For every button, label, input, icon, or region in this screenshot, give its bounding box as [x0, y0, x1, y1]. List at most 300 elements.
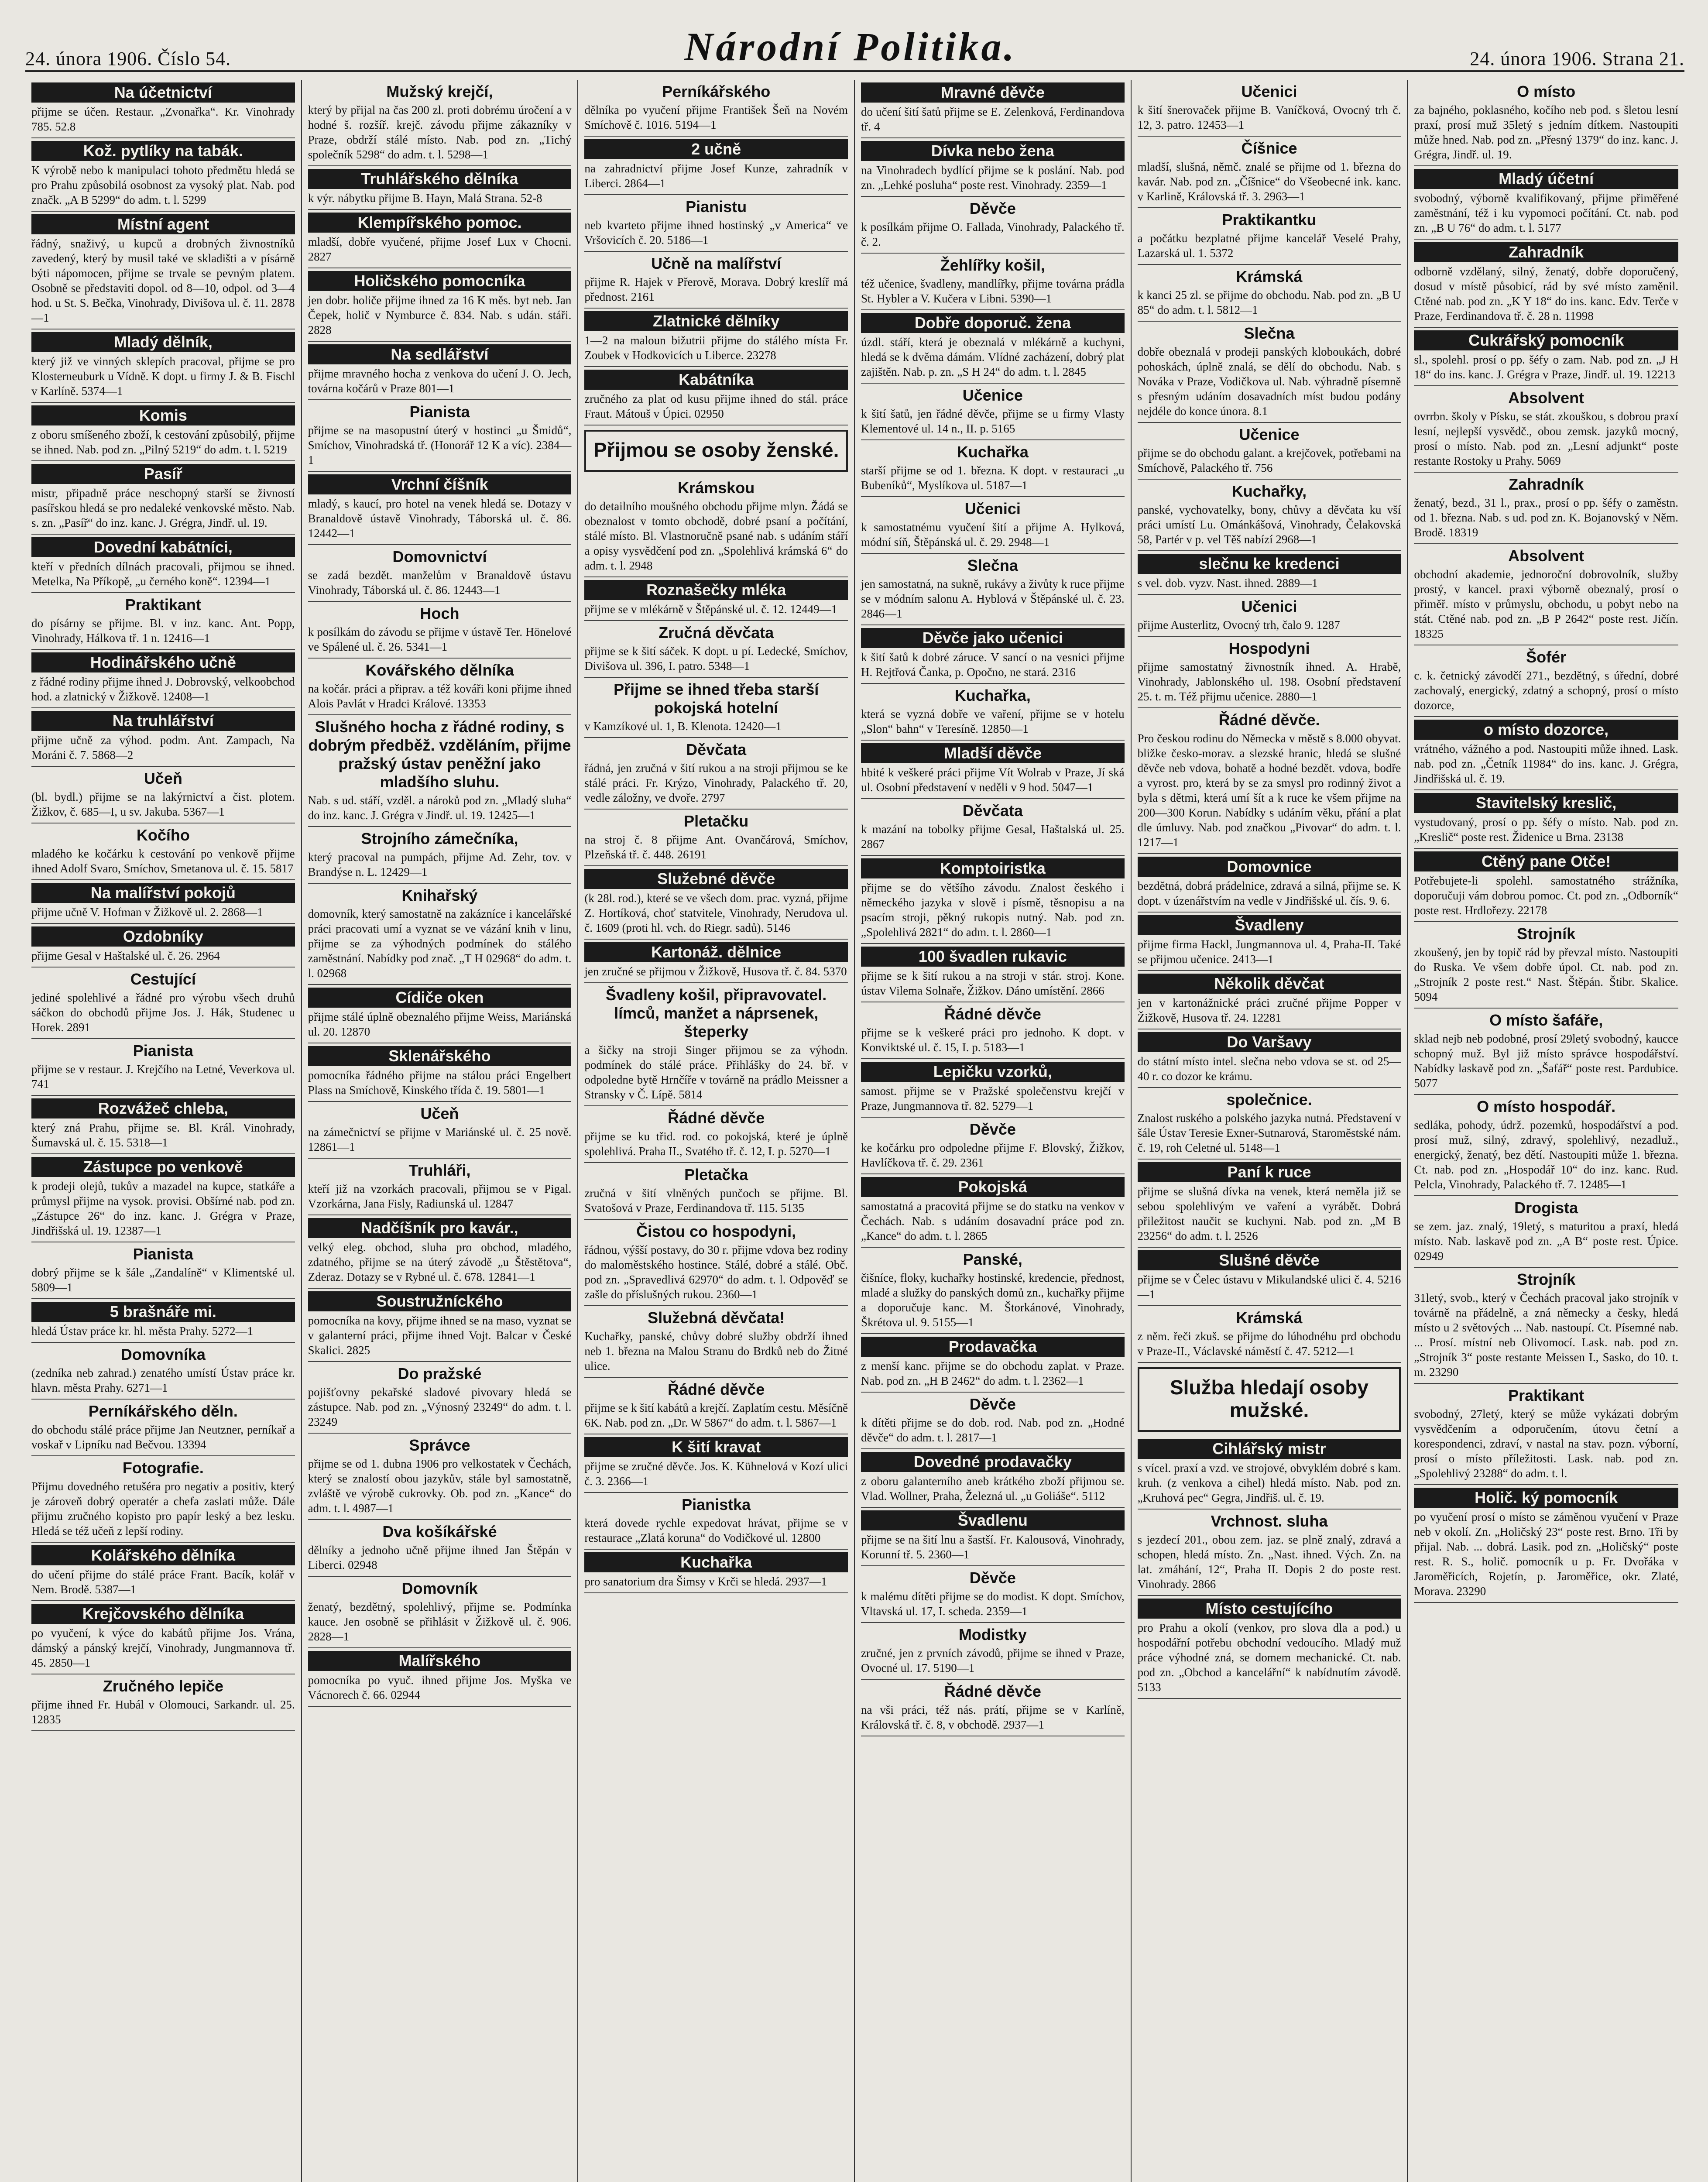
ad-text: k prodeji olejů, tukův a mazadel na kupce, statkáře a průmysl přijme na vysok. provisi. Obšírné nab. pod zn. „Zástupce 26“ do inz. kanc. J. Grégra v Praze, Jindřišská ul. 19. 12387—1: [31, 1180, 295, 1237]
ad-text: hledá Ústav práce kr. hl. města Prahy. 5272—1: [31, 1324, 254, 1338]
classified-ad: [1414, 473, 1678, 544]
ad-heading: 5 brašnáře mi.: [31, 1302, 295, 1322]
classified-ad: [31, 823, 295, 880]
ad-text: přijme se na šití lnu a šastší. Fr. Kalousová, Vinohrady, Korunní tř. 5. 2360—1: [861, 1533, 1125, 1561]
classified-ad: [861, 310, 1125, 384]
classified-ad: [584, 678, 848, 738]
classified-ad: [308, 80, 572, 166]
ad-text: domovník, který samostatně na zakázníce i kancelářské práci pracovati umí a vyznat se ve vázání knih v linu, přijme se za výhodných podmínek do stálého zaměstnání. Nabídky pod znač. „T H 02968“ do adm. t. l. 02968: [308, 907, 572, 980]
classified-ad: [1138, 137, 1401, 208]
ad-text: pro sanatorium dra Šimsy v Krči se hledá. 2937—1: [584, 1575, 827, 1588]
ad-text: kteří v předních dílnách pracovali, přijmou se ihned. Metelka, Na Příkopě, „u černého koně“. 12394—1: [31, 560, 295, 588]
ad-text: do písárny se přijme. Bl. v inz. kanc. Ant. Popp, Vinohrady, Hálkova tř. 1 n. 12416—1: [31, 617, 295, 645]
ad-heading: Strojního zámečníka,: [361, 830, 518, 847]
classified-ad: [31, 1096, 295, 1154]
ad-text: Přijmu dovedného retušéra pro negativ a positiv, který je zároveň dobrý operatér a chefa zaslati může. Dále přijmu zručného kopisto pro papír leský a bez lesku. Hledá se též učeň z lepší rodiny.: [31, 1480, 295, 1537]
ad-heading: Pianista: [409, 403, 470, 421]
ad-heading: Pianistka: [682, 1496, 751, 1513]
ad-text: který již ve vinných sklepích pracoval, přijme se pro Klosterneuburk u Vídně. K dopt. u firmy J. & B. Fischl v Karlíně. 5374—1: [31, 355, 295, 398]
classified-ad: [1138, 80, 1401, 137]
classified-ad: [584, 738, 848, 810]
ad-heading: Učně na malířství: [651, 254, 782, 272]
ad-heading: Dobře doporuč. žena: [861, 313, 1125, 333]
classified-ad: [861, 254, 1125, 310]
ad-heading: Zástupce po venkově: [31, 1157, 295, 1177]
column-6: [1408, 80, 1684, 2182]
classified-ad: [1138, 854, 1401, 913]
ad-heading: Pianista: [133, 1042, 193, 1060]
classified-ad: [1138, 322, 1401, 423]
ad-text: přijme mravného hocha z venkova do učení J. O. Jech, továrna kočárů v Praze 801—1: [308, 367, 572, 395]
ad-heading: Řádné děvče: [668, 1380, 765, 1398]
ad-heading: Děvčata: [686, 741, 747, 758]
ad-text: přijme se ku třid. rod. co pokojská, které je úplně spolehlivá. Praha II., Svatého tř. č. 12, I. p. 5270—1: [584, 1130, 848, 1158]
ad-text: sedláka, pohody, údrž. pozemků, hospodářství a pod. prosí muž, silný, zdravý, spolehlivý, nezadluž., energický, ženatý, bez dětí. Nastoupiti může 1. března. Ct. nab. pod zn. „Hospodář 10“ do inz. kanc. Rud. Pelcla, Vinohrady, Palackého tř. 7. 12485—1: [1414, 1118, 1678, 1191]
ad-text: řádnou, výšší postavy, do 30 r. přijme vdova bez rodiny do maloměstského hostince. Stálé, dobré a stálé. Obč. pod zn. „Spravedlivá 62970“ do adm. t. l. Odpověď se zašle do příslušných rukou. 2360—1: [584, 1243, 848, 1301]
ad-heading: Řádné děvče: [944, 1005, 1041, 1023]
issue-date-right: 24. února 1906. Strana 21.: [1470, 48, 1684, 69]
ad-heading: Cídiče oken: [308, 988, 572, 1008]
ad-text: neb kvarteto přijme ihned hostinský „v America“ ve Vršovicích č. 20. 5186—1: [584, 219, 848, 247]
ad-text: ženatý, bezd., 31 l., prax., prosí o pp. šéfy o zaměstn. od 1. března. Nab. s ud. pod zn. K. Bojanovský v Něm. Brodě. 18319: [1414, 496, 1678, 539]
ad-heading: Čistou co hospodyni,: [636, 1222, 796, 1240]
classified-ad: [1138, 265, 1401, 322]
ad-heading: Mravné děvče: [861, 82, 1125, 103]
ad-text: přijme samostatný živnostník ihned. A. Hrabě, Vinohrady, Jablonského ul. 198. Osobní představení 25. t. m. Též přijmu učenice. 2880—1: [1137, 660, 1401, 703]
ad-heading: Na malířství pokojů: [31, 883, 295, 903]
ad-heading: Pianista: [133, 1245, 193, 1263]
ad-heading: Zručného lepiče: [103, 1677, 223, 1695]
ad-heading: O místo šafáře,: [1489, 1011, 1603, 1029]
ad-text: po vyučení, k výce do kabátů přijme Jos. Vrána, dámský a pánský krejčí, Vinohrady, Jungmannova tř. 45. 2850—1: [31, 1626, 295, 1669]
classified-ad: [31, 403, 295, 461]
ad-text: úzdl. stáří, která je obeznalá v mlékárně a kuchyni, hledá se k dvěma dámám. Vlídné zacházení, dobrý plat zajištěn. Nab. p. zn. „S H 24“ do adm. t. l. 2845: [861, 336, 1125, 378]
classified-ad: [1414, 166, 1678, 240]
classified-ad: [31, 1343, 295, 1400]
ad-text: k samostatnému vyučení šití a přijme A. Hylková, módní síň, Štěpánská ul. č. 29. 2948—1: [861, 521, 1125, 549]
ad-text: dobrý přijme se k šále „Zandalíně“ v Klimentské ul. 5809—1: [31, 1266, 295, 1294]
classified-ad: [584, 1378, 848, 1434]
ad-text: starší přijme se od 1. března. K dopt. v restauraci „u Bubeníků“, Myslíkova ul. 5187—1: [861, 464, 1125, 492]
ad-text: do detailního moušného obchodu přijme mlyn. Žádá se obeznalost v tomto obchodě, dobré psaní a počítání, stálé místo. Bl. Vlastnoručně psané nab. s udáním stáří a opisy vysvědčení pod zn. „Spolehlivá krámská 6“ do adm. t. l. 2948: [584, 500, 848, 572]
ad-text: z oboru galanterního aneb krátkého zboží přijmou se. Vlad. Wollner, Praha, Železná ul. „u Goliáše“. 5112: [861, 1475, 1125, 1503]
ad-text: po vyučení prosí o místo se záměnou vyučení v Praze neb v okolí. Zn. „Holičský 23“ poste rest. Brno. Tři by přijal. Nab. ... dobrá. Lasik. pod zn. „Holičský“ poste rest. R. S., holič. pomocník u p. Fr. Dvořáka v Jaroměřicích, Rojetín, p. Jaroměřice, okr. Zlaté, Morava. 23290: [1414, 1510, 1678, 1598]
classified-ad: [1138, 1160, 1401, 1248]
ad-heading: Vrchní číšník: [308, 474, 572, 494]
ad-heading: Roznašečky mléka: [584, 580, 848, 600]
classified-ad: [1138, 971, 1401, 1029]
issue-date-left: 24. února 1906. Číslo 54.: [25, 48, 231, 69]
ad-heading: Krejčovského dělníka: [31, 1604, 295, 1624]
classified-ad: [861, 1393, 1125, 1449]
ad-heading: Ctěný pane Otče!: [1414, 851, 1678, 871]
ad-text: ženatý, bezdětný, spolehlivý, přijme se. Podmínka kauce. Jen osobně se přihlásit v Žižkově ul. č. 906. 2828—1: [308, 1600, 572, 1643]
ad-heading: Učenici: [964, 500, 1021, 518]
classified-ad: [584, 1163, 848, 1220]
classified-ad: [584, 810, 848, 866]
ad-heading: Řádné děvče: [944, 1682, 1041, 1700]
section-heading-box: [584, 430, 848, 472]
ad-heading: Truhlářského dělníka: [308, 169, 572, 189]
classified-ad: [1414, 1196, 1678, 1268]
column-1: [25, 80, 302, 2182]
column-5: [1132, 80, 1408, 2182]
classified-ad: [584, 1493, 848, 1550]
ad-text: mladší, slušná, němč. znalé se přijme od 1. března do kavár. Nab. pod zn. „Číšnice“ do Všeobecné ink. kanc. v Karlině, Královská tř. 3. 2963—1: [1137, 160, 1401, 203]
ad-heading: Holičského pomocníka: [308, 271, 572, 291]
classified-ad: [861, 856, 1125, 944]
ad-text: Pro českou rodinu do Německa v městě s 8.000 obyvat. bližke česko-morav. a slezské hranic, hledá se slušné děvče neb vdova, bohatě a hodné bezdět. vdova, bodře a vyrost. pro, která by se za smysl pro rodinný život a byla s dětmi, která umí šít a k ruce ke všem přijme na 200—300 Korun. Nabídky s udáním věku, přání a plat dle úmluvy. Nab. pod značkou „Pivovar“ do adm. t. l. 1217—1: [1137, 732, 1401, 849]
ad-heading: Pokojská: [861, 1177, 1125, 1197]
ad-text: na zahradnictví přijme Josef Kunze, zahradník v Liberci. 2864—1: [584, 162, 848, 190]
ad-text: přijme učně za výhod. podm. Ant. Zampach, Na Moráni č. 7. 5868—2: [31, 734, 295, 762]
ad-heading: Přijme se ihned třeba starší pokojská hotelní: [614, 680, 819, 717]
ad-heading: Místní agent: [31, 214, 295, 234]
ad-heading: Klempířského pomoc.: [308, 213, 572, 233]
ad-text: pro Prahu a okolí (venkov, pro slova dla a pod.) u hospodářní potřebu obchodní vedoucího. Mladý muž práce výhodné zná, se domem mechanické. Ct. nab. pod zn. „Obchod a kancelářní“ k nabídnutím závodě. 5133: [1137, 1621, 1401, 1694]
ad-heading: Praktikant: [1508, 1386, 1585, 1404]
classified-ad: [1138, 1436, 1401, 1510]
ad-text: Potřebujete-li spolehl. samostatného strážníka, doporučuji vám dobrou pomoc. Ct. pod zn. „Odborník“ poste rest. Hrdlořezy. 22178: [1414, 874, 1678, 917]
ad-heading: Zlatnické dělníky: [584, 311, 848, 331]
ad-heading: Praktikant: [125, 596, 201, 614]
ad-heading: Rozvážeč chleba,: [31, 1098, 295, 1118]
ad-heading: Služba hledají osoby mužské.: [1170, 1376, 1368, 1421]
classified-ad: [308, 715, 572, 827]
ad-text: řádná, jen zručná v šití rukou a na stroji přijmou se ke stálé práci. Fr. Krýzo, Vinohrady, Palackého tř. 20, vedle záložny, ve dvoře. 2797: [584, 762, 848, 804]
ad-heading: Krámská: [1236, 268, 1303, 285]
ad-heading: Perníkářského: [662, 82, 771, 100]
ad-heading: Cukrářský pomocník: [1414, 330, 1678, 350]
classified-ad: [861, 799, 1125, 856]
classified-ad: [31, 650, 295, 708]
classified-ad: [584, 940, 848, 983]
classified-ad: [1138, 1510, 1401, 1596]
classified-ad: [1138, 1596, 1401, 1699]
classified-ad: [861, 384, 1125, 440]
ad-text: (k 28l. rod.), které se ve všech dom. prac. vyzná, přijme Z. Hortíková, choť statvitele, Vinohrady, Nerudova ul. č. 1609 (proti hl. vch. do Riegr. sadů). 5146: [584, 892, 848, 934]
ad-heading: Kuchařka: [584, 1552, 848, 1572]
ad-text: mladého ke kočárku k cestování po venkově přijme ihned Adolf Svaro, Smíchov, Smetanova ul. č. 15. 5817: [31, 847, 295, 875]
classified-ad: [861, 1059, 1125, 1118]
classified-ad: [1414, 1009, 1678, 1095]
ad-text: jen v kartonážnické práci zručné přijme Popper v Žižkově, Husova tř. 24. 12281: [1137, 996, 1401, 1024]
classified-ad: [584, 1550, 848, 1593]
ad-heading: Místo cestujícího: [1138, 1599, 1401, 1619]
classified-ad: [584, 195, 848, 252]
ad-heading: Žehlířky košil,: [940, 256, 1045, 274]
ad-text: k mazání na tobolky přijme Gesal, Haštalská ul. 25. 2867: [861, 823, 1125, 851]
ad-text: přijme stálé úplně obeznalého přijme Weiss, Mariánská ul. 20. 12870: [308, 1010, 572, 1038]
ad-heading: Mužský krejčí,: [386, 82, 493, 100]
ad-text: do učení přijme do stálé práce Frant. Bacík, kolář v Nem. Brodě. 5387—1: [31, 1568, 295, 1596]
ad-heading: Děvče: [969, 1120, 1016, 1138]
classified-ad: [31, 1601, 295, 1674]
ad-text: dobře obeznalá v prodeji panských kloboukách, dobré pohoskách, úplně znalá, se dělí do obchodu. Nab. s Nováka v Praze, Vodičkova ul. Nab. výhradně písemně s přesným udáním dosavadních míst budou podány nejdéle do konce února. 8.1: [1137, 345, 1401, 418]
ad-text: Kuchařky, panské, chůvy dobré služby obdrží ihned neb 1. března na Malou Stranu do Brdků neb do Žitné ulice.: [584, 1330, 848, 1372]
classified-ad: [31, 1543, 295, 1601]
ad-text: kteří již na vzorkách pracovali, přijmou se v Pigal. Vzorkárna, Jana Fisly, Radiunská ul. 12847: [308, 1182, 572, 1210]
ad-text: přijme se účen. Restaur. „Zvonařka“. Kr. Vinohrady 785. 52.8: [31, 105, 295, 133]
ad-heading: Do pražské: [398, 1365, 482, 1383]
ad-text: která se vyzná dobře ve vaření, přijme se v hotelu „Slon“ bahn“ v Teresíně. 12850—1: [861, 707, 1125, 735]
ad-text: (bl. bydl.) přijme se na lakýrnictví a čist. plotem. Žižkov, č. 685—I, u sv. Jakuba. 5367—1: [31, 790, 295, 818]
classified-ad: [308, 400, 572, 472]
ad-heading: Truhláři,: [408, 1161, 471, 1179]
ad-text: z menší kanc. přijme se do obchodu zaplat. v Praze. Nab. pod zn. „H B 2462“ do adm. t. l. 2362—1: [861, 1359, 1125, 1387]
ad-heading: Modistky: [958, 1626, 1027, 1643]
ad-text: do obchodu stálé práce přijme Jan Neutzner, perníkař a voskař v Lipníku nad Bečvou. 13394: [31, 1423, 295, 1451]
ad-text: přijme se od 1. dubna 1906 pro velkostatek v Čechách, který se znalostí obou jazykův, stále byl samostatně, zvláště ve výrobě cukrovky. Ob. pod zn. „Kance“ do adm. t. l. 4987—1: [308, 1457, 572, 1515]
classified-ad: [861, 1002, 1125, 1059]
ad-text: k dítěti přijme se do dob. rod. Nab. pod zn. „Hodné děvče“ do adm. t. l. 2817—1: [861, 1416, 1125, 1444]
column-4: [855, 80, 1132, 2182]
classified-ad: [1414, 1384, 1678, 1485]
classified-ad: [1138, 208, 1401, 265]
classified-ad: [308, 545, 572, 602]
ad-heading: Mladší děvče: [861, 743, 1125, 763]
ad-heading: o místo dozorce,: [1414, 720, 1678, 740]
classified-ad: [1414, 386, 1678, 473]
ad-heading: Domovník: [401, 1579, 478, 1597]
ad-text: s vel. dob. vyzv. Nast. ihned. 2889—1: [1137, 576, 1318, 590]
ad-text: jen dobr. holiče přijme ihned za 16 K měs. byt neb. Jan Čepek, holič v Nymburce č. 834. Nab. s udán. stáři. 2828: [308, 294, 572, 336]
ad-heading: Děvče: [969, 1395, 1016, 1413]
ad-heading: K šití kravat: [584, 1437, 848, 1457]
ad-text: panské, vychovatelky, bony, chůvy a děvčata ku vší práci umístí Lu. Ománkášová, Vinohrady, Čelakovská 58, Partér v p. vel Těš nabízí 2968—1: [1137, 503, 1401, 546]
ad-heading: Učenici: [1241, 82, 1297, 100]
ad-text: přijme se k veškeré práci pro jednoho. K dopt. v Konviktské ul. č. 15, I. p. 5183—1: [861, 1026, 1125, 1054]
ad-heading: Kuchařka,: [954, 686, 1031, 704]
ad-heading: Děvče: [969, 199, 1016, 217]
ad-text: jen samostatná, na sukně, rukávy a živůty k ruce přijme se v módním salonu A. Hyblová v Štěpánské ul. č. 23. 2846—1: [861, 577, 1125, 620]
ad-text: z něm. řeči zkuš. se přijme do lúhodnéhu prd obchodu v Praze-II., Václavské náměstí č. 47. 5212—1: [1137, 1330, 1401, 1358]
ad-text: Nab. s ud. stáří, vzděl. a nároků pod zn. „Mladý sluha“ do inz. kanc. J. Grégra v Jindř. ul. 19. 12425—1: [308, 794, 572, 822]
ad-text: svobodný, výborně kvalifikovaný, přijme přiměřené zaměstnání, též i ku vypomoci počítání. Ct. nab. pod zn. „B U 76“ do adm. t. l. 5177: [1414, 192, 1678, 234]
ad-text: k šití šnerovaček přijme B. Vaníčková, Ovocný trh č. 12, 3. patro. 12453—1: [1137, 103, 1401, 131]
ad-heading: Děvče jako učenici: [861, 628, 1125, 648]
classified-ad: [1414, 790, 1678, 849]
classified-ad: [861, 1174, 1125, 1248]
classified-ad: [308, 602, 572, 659]
ad-heading: Šofér: [1526, 648, 1567, 666]
ad-text: K výrobě nebo k manipulaci tohoto předmětu hledá se pro Prahu způsobilá osobnost za vysoký plat. Nab. pod značk. „A B 5299“ do adm. t. l. 5299: [31, 164, 295, 206]
classified-ad: [861, 1566, 1125, 1623]
ad-text: na stroj č. 8 přijme Ant. Ovančárová, Smíchov, Plzeňská tř. č. 448. 26191: [584, 833, 848, 861]
ad-heading: Malířského: [308, 1651, 572, 1671]
ad-text: přijme firma Hackl, Jungmannova ul. 4, Praha-II. Také se přijmou učenice. 2413—1: [1137, 938, 1401, 966]
classified-ad: [861, 497, 1125, 554]
ad-heading: 2 učně: [584, 139, 848, 159]
ad-text: pomocníka na kovy, přijme ihned se na maso, vyznat se v galanterní práci, přijme ihned Vojt. Balcar v České Skalici. 2825: [308, 1314, 572, 1357]
ad-text: mistr, připadně práce neschopný starší se živností pasířskou hledá se pro nedaleké venkovské město. Nab. s. zn. „Pasíř“ do inz. kanc. J. Grégra, Jindř. ul. 19.: [31, 487, 295, 529]
ad-heading: Učeň: [144, 769, 182, 787]
ad-text: k posílkám do závodu se přijme v ústavě Ter. Hönelové ve Spálené ul. č. 26. 5341—1: [308, 625, 572, 653]
ad-text: přijme se slušná dívka na venek, která neměla již se sebou spolehlivým ve vaření a vyrábět. Dobrá přiležitost naučit se kuchyni. Nab. pod zn. „M B 23256“ do adm. t. l. 2526: [1137, 1185, 1401, 1242]
ad-heading: Švadleny košil, připravovatel. límců, manžet a náprsenek, šteperky: [606, 986, 827, 1040]
classified-ad: [308, 1434, 572, 1520]
ad-heading: Absolvent: [1508, 547, 1585, 565]
ad-heading: Strojník: [1517, 1270, 1576, 1288]
ad-heading: Pletačka: [684, 1166, 748, 1184]
ad-heading: Drogista: [1514, 1199, 1578, 1217]
classified-ad: [584, 1220, 848, 1306]
ad-heading: Komptoiristka: [861, 858, 1125, 878]
ad-heading: Přijmou se osoby ženské.: [593, 439, 839, 461]
ad-heading: 100 švadlen rukavic: [861, 947, 1125, 967]
ad-text: bezdětná, dobrá prádelnice, zdravá a silná, přijme se. K dopt. v úzenářstvím na vedle v Jindřišské ul. čís. 9. 6.: [1137, 879, 1401, 907]
ad-heading: Pianistu: [686, 198, 747, 216]
classified-ad: [584, 1434, 848, 1493]
ad-text: s jezdecí 201., obou zem. jaz. se plně znalý, zdravá a schopen, hledá místo. Zn. „Nast. ihned. Vých. Zn. na lat. zmáhání, 12“, Praha II. Dopis 2 do poste rest. Vinohrady. 2866: [1137, 1533, 1401, 1591]
classified-ad: [1414, 240, 1678, 328]
classified-ad: [861, 944, 1125, 1002]
classified-ad: [31, 329, 295, 403]
column-2: [302, 80, 579, 2182]
ad-text: vrátného, vážného a pod. Nastoupiti může ihned. Lask. nab. pod zn. „Četník 11984“ do ins. kanc. J. Grégra, Jindřišská ul. č. 19.: [1414, 742, 1678, 785]
ad-text: přijme se zručné děvče. Jos. K. Kühnelová v Kozí ulici č. 3. 2366—1: [584, 1460, 848, 1488]
ad-text: jediné spolehlivé a řádné pro výrobu všech druhů sáčkon do obchodů přijme Jos. J. Hák, Studenec u Horek. 2891: [31, 991, 295, 1034]
ad-heading: O místo hospodář.: [1477, 1098, 1616, 1115]
classified-ad: [584, 80, 848, 137]
classified-ad: [1138, 1306, 1401, 1363]
ad-heading: Hospodyni: [1228, 639, 1310, 657]
ad-heading: Perníkářského děln.: [88, 1402, 238, 1420]
classified-ad: [1138, 423, 1401, 480]
ad-text: mladší, dobře vyučené, přijme Josef Lux v Chocni. 2827: [308, 235, 572, 263]
classified-ad: [584, 983, 848, 1106]
classified-ad: [584, 476, 848, 577]
ad-text: v Kamzíkové ul. 1, B. Klenota. 12420—1: [584, 720, 782, 733]
ad-text: a šičky na stroji Singer přijmou se za výhodn. podmínek do stálé práce. Přihlášky do 24. bř. v odpoledne bytě Hrnčíře v továrně na prádlo Meissner a Stransky v Č. Lípě. 5814: [584, 1043, 848, 1101]
classified-ad: [861, 1118, 1125, 1174]
ad-text: dělníky a jednoho učně přijme ihned Jan Štěpán v Liberci. 02948: [308, 1544, 572, 1571]
classified-ad: [861, 1623, 1125, 1680]
ad-text: ke kočárku pro odpoledne přijme F. Blovský, Žižkov, Havlíčkova tř. č. 29. 2361: [861, 1141, 1125, 1169]
classified-ad: [584, 866, 848, 940]
ad-text: na zámečnictví se přijme v Mariánské ul. č. 25 nově. 12861—1: [308, 1125, 572, 1153]
ad-heading: Slušného hocha z řádné rodiny, s dobrým předběž. vzděláním, přijme pražský ústav peněžní jako mladšího sluhu.: [308, 718, 571, 791]
page-header: [25, 17, 1684, 72]
classified-ad: [861, 197, 1125, 254]
classified-ad: [31, 1299, 295, 1343]
classified-ad: [308, 1043, 572, 1102]
classified-ad: [308, 472, 572, 545]
classified-ad: [31, 212, 295, 329]
ad-text: přijme se na masopustní úterý v hostinci „u Šmidů“, Smíchov, Vinohradská tř. (Honorář 12 K a víc). 2384—1: [308, 424, 572, 467]
ad-heading: Učenici: [1241, 597, 1297, 615]
ad-text: který pracoval na pumpách, přijme Ad. Zehr, tov. v Brandýse n. L. 12429—1: [308, 851, 572, 878]
classified-ad: [584, 577, 848, 621]
ad-text: se zadá bezdět. manželům v Branaldově ústavu Vinohrady, Táborská ul. č. 86. 12443—1: [308, 569, 572, 597]
ad-text: z oboru smíšeného zboží, k cestování způsobilý, přijme se ihned. Nab. pod zn. „Pilný 5219“ do adm. t. l. 5219: [31, 428, 295, 456]
classified-ad: [1414, 1268, 1678, 1384]
classified-ad: [1138, 913, 1401, 971]
classified-ad: [1138, 1248, 1401, 1306]
classified-ad: [308, 1577, 572, 1648]
column-3: [578, 80, 855, 2182]
ad-heading: Slečna: [1244, 324, 1295, 342]
ad-text: přijme se k šití rukou a na stroji v stár. stroj. Kone. ústav Vilema Solnaře, Žižkov. Dáno umístění. 2866: [861, 969, 1125, 997]
ad-heading: Domovnice: [1138, 857, 1401, 877]
classified-ad: [308, 985, 572, 1043]
classified-ad: [1414, 544, 1678, 645]
classified-ad: [1138, 708, 1401, 854]
ad-heading: Služebná děvčata!: [648, 1309, 785, 1327]
ad-text: zručná v šití vlněných punčoch se přijme. Bl. Svatošová v Praze, Ferdinandova tř. 115. 5135: [584, 1187, 848, 1215]
ad-heading: Cihlářský mistr: [1138, 1439, 1401, 1459]
ad-text: přijme se v restaur. J. Krejčího na Letné, Veverkova ul. 741: [31, 1063, 295, 1091]
ad-heading: Strojník: [1517, 925, 1576, 943]
classified-ad: [1414, 328, 1678, 386]
classified-ad: [308, 166, 572, 210]
ad-text: z řádné rodiny přijme ihned J. Dobrovský, velkoobchod hod. a zlatnický v Žižkově. 12408—1: [31, 675, 295, 703]
ad-heading: Slušné děvče: [1138, 1250, 1401, 1270]
classified-ad: [861, 684, 1125, 741]
ad-text: a počátku bezplatné přijme kancelář Veselé Prahy, Lazarská ul. 1. 5372: [1137, 232, 1401, 260]
ad-text: též učenice, švadleny, mandlířky, přijme továrna prádla St. Hybler a V. Kučera v Libni. 5390—1: [861, 277, 1125, 305]
classified-ad: [31, 708, 295, 767]
ad-text: do státní místo intel. slečna nebo vdova se st. od 25—40 r. co dozor ke krámu.: [1137, 1055, 1401, 1083]
ad-heading: Fotografie.: [122, 1459, 204, 1477]
ad-text: vystudovaný, prosí o pp. šéfy o místo. Nab. pod zn. „Kreslič“ poste rest. Židenice u Brna. 23138: [1414, 816, 1678, 844]
ad-heading: Řádné děvče.: [1218, 711, 1320, 729]
ad-heading: Krámská: [1236, 1309, 1303, 1327]
classified-ad: [31, 924, 295, 967]
classified-ad: [861, 1334, 1125, 1393]
classified-ad: [308, 268, 572, 342]
ad-text: Znalost ruského a polského jazyka nutná. Představení v šále Ústav Teresie Exner-Sutnarová, Staroměstské nám. č. 19, roh Celetné ul. 5148—1: [1137, 1112, 1401, 1154]
ad-text: zručné, jen z prvních závodů, přijme se ihned v Praze, Ovocné ul. 17. 5190—1: [861, 1647, 1125, 1674]
classified-ad: [31, 593, 295, 650]
classified-ad: [31, 1674, 295, 1731]
ad-heading: Na účetnictví: [31, 82, 295, 103]
ad-heading: Hodinářského učně: [31, 652, 295, 672]
ad-text: na kočár. práci a připrav. a též kováři koni přijme ihned Alois Pavlát v Hradci Králové. 13353: [308, 682, 572, 710]
ad-heading: Cestující: [130, 970, 196, 988]
ad-text: c. k. četnický závodčí 271., bezdětný, s úřední, dobré zachovalý, energický, zdatný a schopný, prosí o místo dozorce,: [1414, 669, 1678, 712]
classified-ad: [1414, 1485, 1678, 1603]
ad-heading: Kolářského dělníka: [31, 1545, 295, 1565]
ad-heading: Kočího: [136, 826, 190, 844]
ad-heading: Zahradník: [1509, 475, 1584, 493]
ad-text: přijme Austerlitz, Ovocný trh, čalo 9. 1287: [1137, 618, 1340, 631]
ad-heading: Děvčata: [962, 802, 1023, 820]
classified-ad: [584, 367, 848, 425]
ad-heading: O místo: [1517, 82, 1576, 100]
classified-ad: [31, 767, 295, 823]
ad-text: hbité k veškeré práci přijme Vít Wolrab v Praze, Jí ská ul. Osobní představení v neděli v 9 hod. 5047—1: [861, 766, 1125, 794]
classified-ad: [861, 138, 1125, 197]
ad-heading: Kovářského dělníka: [365, 661, 514, 679]
ad-heading: Na sedlářství: [308, 344, 572, 364]
ad-text: (zedníka neb zahrad.) zenatého umístí Ústav práce kr. hlavn. města Prahy. 6271—1: [31, 1366, 295, 1394]
ad-heading: Učenice: [1239, 425, 1300, 443]
ad-heading: Nadčíšník pro kavár.,: [308, 1218, 572, 1238]
ad-text: přijme R. Hajek v Přerově, Morava. Dobrý kreslíř má přednost. 2161: [584, 275, 848, 303]
classified-ad: [1138, 637, 1401, 708]
ad-text: 1—2 na maloun bižutrii přijme do stálého místa Fr. Zoubek v Hodkovicích u Liberce. 23278: [584, 334, 848, 362]
classified-ad: [1138, 595, 1401, 637]
ad-text: na Vinohradech bydlící přijme se k poslání. Nab. pod zn. „Lehké posluha“ poste rest. Vinohrady. 2359—1: [861, 164, 1125, 192]
ad-text: který zná Prahu, přijme se. Bl. Král. Vinohrady, Šumavská ul. č. 15. 5318—1: [31, 1121, 295, 1149]
ad-text: k malému dítěti přijme se do modist. K dopt. Smíchov, Vltavská ul. 17, I. scheda. 2359—1: [861, 1590, 1125, 1618]
ad-heading: Učenice: [962, 386, 1023, 404]
ad-heading: Mladý účetní: [1414, 169, 1678, 189]
classified-ad: [31, 138, 295, 212]
classified-ad: [861, 625, 1125, 684]
ad-text: která dovede rychle expedovat hrávat, přijme se v restaurace „Zlatá koruna“ do Vodičkové ul. 12800: [584, 1516, 848, 1544]
